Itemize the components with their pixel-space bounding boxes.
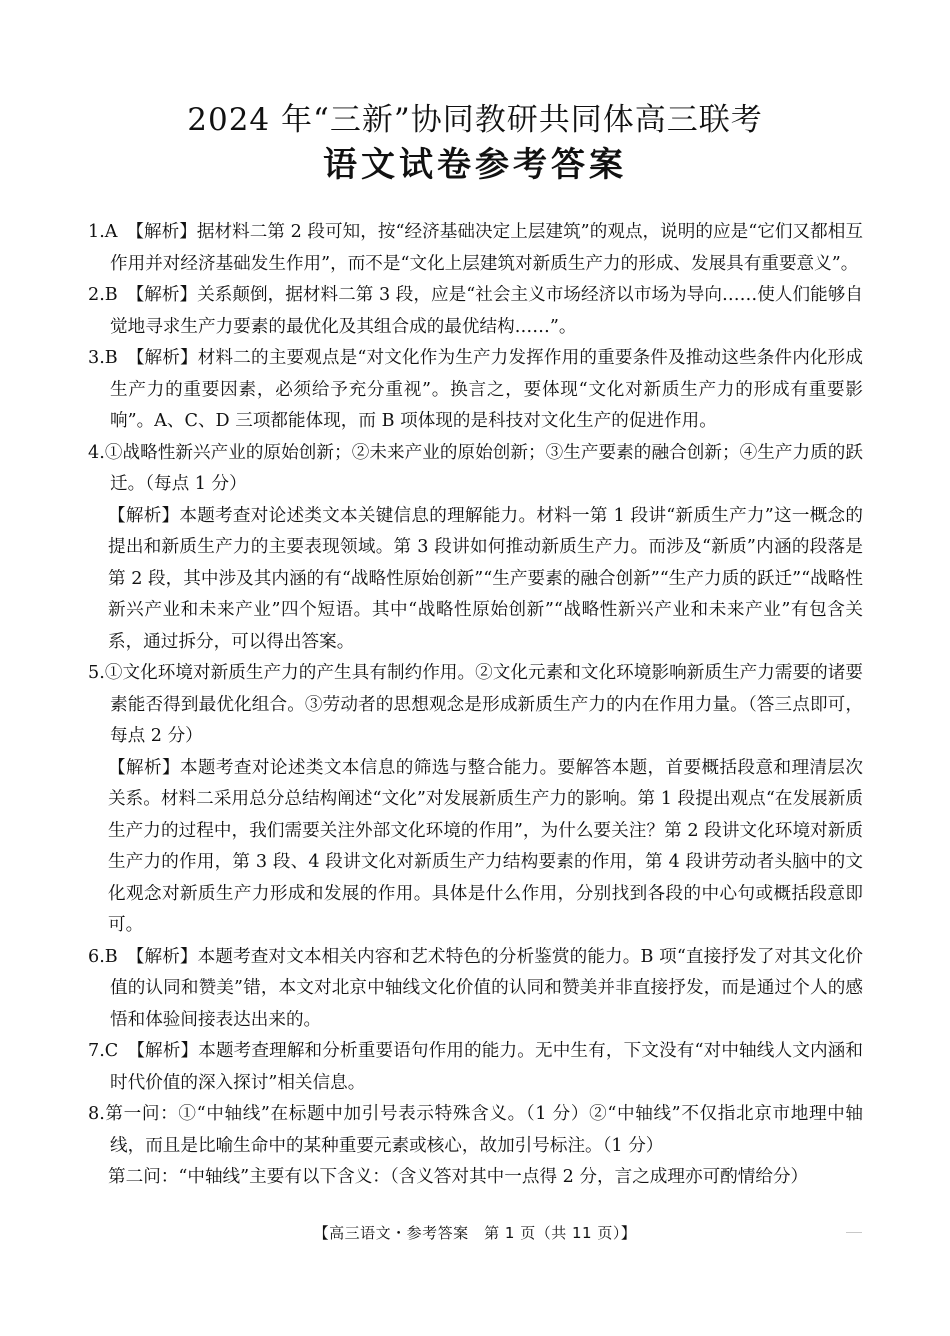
answer-text: 第一问：①“中轴线”在标题中加引号表示特殊含义。（1 分）②“中轴线”不仅指北京市地理中轴线，而且是比喻生命中的某种重要元素或核心，故加引号标注。（1 分）: [104, 1104, 863, 1156]
answer-explanation: 【解析】据材料二第 2 段可知，按“经济基础决定上层建筑”的观点，说明的应是“它们又都相互作用并对经济基础发生作用”，而不是“文化上层建筑对新质生产力的形成、发展具有重要意义”。: [110, 222, 863, 274]
answer-number: 8.: [88, 1104, 105, 1124]
answer-item-3: [88, 343, 863, 438]
answer-text: ①战略性新兴产业的原始创新；②未来产业的原始创新；③生产要素的融合创新；④生产力质的跃迁。（每点 1 分）: [104, 442, 863, 494]
answer-explanation: 【解析】本题考查理解和分析重要语句作用的能力。无中生有，下文没有“对中轴线人文内涵和时代价值的深入探讨”相关信息。: [110, 1041, 863, 1093]
answer-item-1: [88, 217, 863, 280]
answer-item-7: [88, 1036, 863, 1099]
answer-item-4: [88, 438, 863, 501]
answer-text: ①文化环境对新质生产力的产生具有制约作用。②文化元素和文化环境影响新质生产力需要的诸要素能否得到最优化组合。③劳动者的思想观念是形成新质生产力的内在作用力量。（答三点即可，每点 2 分）: [104, 663, 863, 746]
answer-analysis-4: 【解析】本题考查对论述类文本关键信息的理解能力。材料一第 1 段讲“新质生产力”这一概念的提出和新质生产力的主要表现领域。第 3 段讲如何推动新质生产力。而涉及“新质”内涵的段落是第 2 段，其中涉及其内涵的有“战略性原始创新”“生产要素的融合创新”“生产力质的跃迁”“战略性新兴产业和未来产业”四个短语。其中“战略性原始创新”“战略性新兴产业和未来产业”有包含关系，通过拆分，可以得出答案。: [108, 505, 863, 652]
answers-body: [88, 217, 863, 1194]
page-footer: 【高三语文・参考答案 第 1 页（共 11 页）】: [313, 1224, 637, 1242]
answer-explanation: 【解析】材料二的主要观点是“对文化作为生产力发挥作用的重要条件及推动这些条件内化形成生产力的重要因素，必须给予充分重视”。换言之，要体现“文化对新质生产力的形成有重要影响”。A、C、D 三项都能体现，而 B 项体现的是科技对文化生产的促进作用。: [110, 348, 863, 431]
answer-number: 5.: [88, 663, 105, 683]
answer-number: 4.: [88, 442, 105, 463]
answer-item-2: [88, 280, 863, 343]
answer-number: 1.: [88, 222, 105, 242]
answer-number: 7.: [88, 1041, 105, 1061]
answer-number: 3.: [88, 348, 105, 368]
answer-choice: A: [104, 222, 118, 242]
exam-title: 2024 年“三新”协同教研共同体高三联考: [187, 102, 763, 138]
answer-choice: B: [104, 348, 118, 368]
decorative-mark: [846, 1232, 862, 1233]
answer-number: 6.: [88, 946, 105, 967]
answer-choice: B: [104, 946, 118, 967]
answer-item-6: [88, 942, 863, 1037]
answer-item-8: [88, 1099, 863, 1162]
answer-analysis-5: 【解析】本题考查对论述类文本信息的筛选与整合能力。要解答本题，首要概括段意和理清层次关系。材料二采用总分总结构阐述“文化”对发展新质生产力的影响。第 1 段提出观点“在发展新质生产力的过程中，我们需要关注外部文化环境的作用”，为什么要关注？第 2 段讲文化环境对新质生产力的作用，第 3 段、4 段讲文化对新质生产力结构要素的作用，第 4 段讲劳动者头脑中的文化观念对新质生产力形成和发展的作用。具体是什么作用，分别找到各段的中心句或概括段意即可。: [108, 757, 863, 935]
answer-item-5: [88, 658, 863, 753]
answer-choice: C: [104, 1041, 119, 1061]
answer-choice: B: [104, 285, 118, 305]
answer-explanation: 【解析】本题考查对文本相关内容和艺术特色的分析鉴赏的能力。B 项“直接抒发了对其文化价值的认同和赞美”错，本文对北京中轴线文化价值的认同和赞美并非直接抒发，而是通过个人的感悟和体验间接表达出来的。: [110, 946, 863, 1030]
document-title: 语文试卷参考答案: [323, 145, 627, 185]
answer-number: 2.: [88, 285, 105, 305]
answer-explanation: 【解析】关系颠倒，据材料二第 3 段，应是“社会主义市场经济以市场为导向……使人们能够自觉地寻求生产力要素的最优化及其组合成的最优结构……”。: [110, 285, 863, 337]
answer-part-2-8: 第二问：“中轴线”主要有以下含义：（含义答对其中一点得 2 分，言之成理亦可酌情给分）: [108, 1167, 809, 1187]
